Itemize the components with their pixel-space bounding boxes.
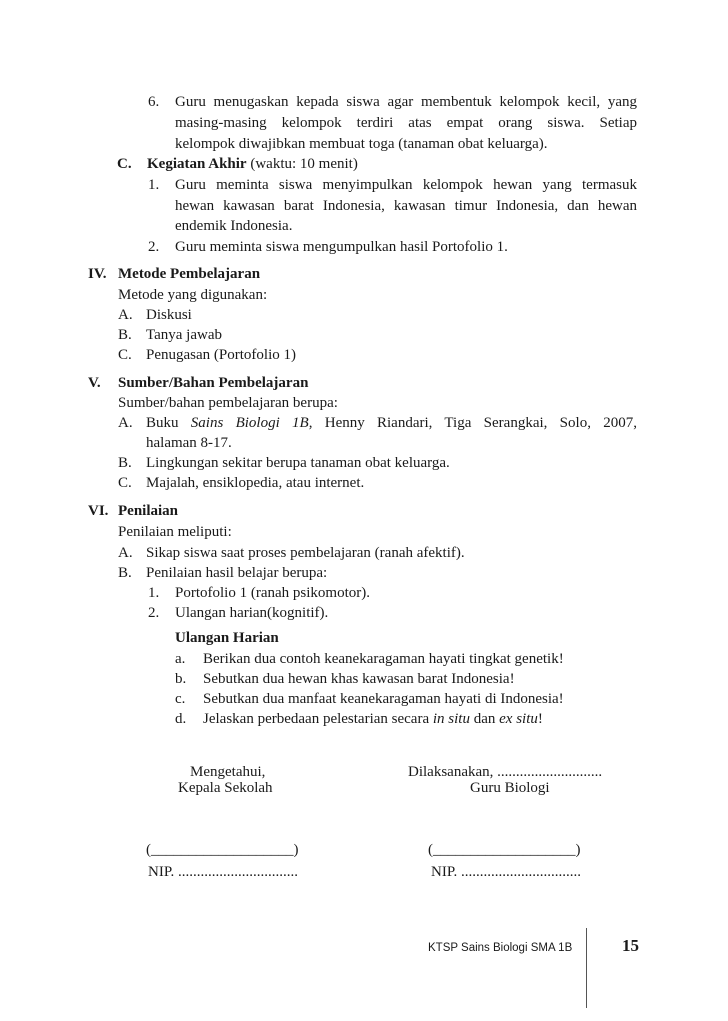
question-b-text: Sebutkan dua hewan khas kawasan barat Indonesia!: [203, 671, 515, 687]
signature-left-role: Kepala Sekolah: [178, 780, 273, 796]
sec5-number: V.: [88, 375, 101, 391]
sec6-b-letter: B.: [118, 565, 132, 581]
c1-number: 1.: [148, 177, 160, 193]
c1-line-1: Guru meminta siswa menyimpulkan kelompok hewan yang termasuk: [175, 177, 637, 193]
sec4-c-text: Penugasan (Portofolio 1): [146, 347, 296, 363]
sec6-number: VI.: [88, 503, 109, 519]
signature-left-nip: NIP. ................................: [148, 864, 299, 880]
signature-right-role: Guru Biologi: [470, 780, 550, 796]
c2-text: Guru meminta siswa mengumpulkan hasil Portofolio 1.: [175, 239, 508, 255]
sec5-a-pre: Buku: [146, 415, 191, 431]
question-a-letter: a.: [175, 651, 186, 667]
question-d-text: [203, 709, 543, 729]
question-a-text: Berikan dua contoh keanekaragaman hayati tingkat genetik!: [203, 651, 564, 667]
sec6-b-text: Penilaian hasil belajar berupa:: [146, 565, 328, 581]
sec5-b-letter: B.: [118, 455, 132, 471]
sec6-a-text: Sikap siswa saat proses pembelajaran (ranah afektif).: [146, 545, 465, 561]
section-c-letter: C.: [117, 156, 132, 172]
c1-line-3: endemik Indonesia.: [175, 218, 293, 234]
signature-right-label: Dilaksanakan, ............................: [408, 764, 603, 780]
sec5-a-book: Sains Biologi 1B: [190, 415, 309, 431]
sec5-intro: Sumber/bahan pembelajaran berupa:: [118, 395, 338, 411]
sec4-c-letter: C.: [118, 347, 132, 363]
section-c-title: Kegiatan Akhir: [147, 156, 247, 172]
sec4-number: IV.: [88, 266, 107, 282]
sec4-a-letter: A.: [118, 307, 133, 323]
signature-right-nip: NIP. ................................: [431, 864, 582, 880]
c2-number: 2.: [148, 239, 160, 255]
sec6-title: Penilaian: [118, 503, 179, 519]
item-6-line-2: masing-masing kelompok terdiri atas empat orang siswa. Setiap: [175, 115, 637, 131]
sec6-b2-text: Ulangan harian(kognitif).: [175, 605, 329, 621]
sec5-c-text: Majalah, ensiklopedia, atau internet.: [146, 475, 365, 491]
question-d-exsitu: ex situ: [499, 711, 538, 727]
question-c-letter: c.: [175, 691, 186, 707]
sec4-b-text: Tanya jawab: [146, 327, 222, 343]
sec4-intro: Metode yang digunakan:: [118, 287, 268, 303]
sec5-b-text: Lingkungan sekitar berupa tanaman obat keluarga.: [146, 455, 450, 471]
item-6-number: 6.: [148, 94, 160, 110]
sec4-a-text: Diskusi: [146, 307, 192, 323]
sec4-title: Metode Pembelajaran: [118, 266, 261, 282]
signature-left-name-blank: (___________________): [146, 842, 299, 858]
sec5-c-letter: C.: [118, 475, 132, 491]
section-c-note: (waktu: 10 menit): [246, 156, 358, 172]
sec5-a-text: [146, 413, 637, 433]
sec5-a-line-2: halaman 8-17.: [146, 435, 232, 451]
ulangan-harian-title: Ulangan Harian: [175, 630, 279, 646]
footer-divider: [586, 928, 587, 1008]
sec6-b1-number: 1.: [148, 585, 160, 601]
item-6-line-3: kelompok diwajibkan membuat toga (tanaman obat keluarga).: [175, 136, 548, 152]
sec6-a-letter: A.: [118, 545, 133, 561]
c1-line-2: hewan kawasan barat Indonesia, kawasan timur Indonesia, dan hewan: [175, 198, 637, 214]
item-6-line-1: Guru menugaskan kepada siswa agar membentuk kelompok kecil, yang: [175, 94, 637, 110]
sec6-intro: Penilaian meliputi:: [118, 524, 232, 540]
question-d-end: !: [537, 711, 543, 727]
sec5-a-letter: A.: [118, 415, 133, 431]
question-d-letter: d.: [175, 711, 187, 727]
question-b-letter: b.: [175, 671, 187, 687]
footer-book-title: KTSP Sains Biologi SMA 1B: [428, 942, 573, 954]
question-c-text: Sebutkan dua manfaat keanekaragaman hayati di Indonesia!: [203, 691, 564, 707]
sec5-a-post: , Henny Riandari, Tiga Serangkai, Solo, 2007,: [308, 415, 637, 431]
signature-right-name-blank: (___________________): [428, 842, 581, 858]
question-d-mid: dan: [469, 711, 500, 727]
signature-left-label: Mengetahui,: [190, 764, 266, 780]
page-number: 15: [622, 936, 639, 955]
sec5-title: Sumber/Bahan Pembelajaran: [118, 375, 309, 391]
sec6-b2-number: 2.: [148, 605, 160, 621]
section-c-heading: [147, 154, 358, 174]
sec6-b1-text: Portofolio 1 (ranah psikomotor).: [175, 585, 370, 601]
question-d-insitu: in situ: [432, 711, 470, 727]
question-d-pre: Jelaskan perbedaan pelestarian secara: [203, 711, 433, 727]
sec4-b-letter: B.: [118, 327, 132, 343]
